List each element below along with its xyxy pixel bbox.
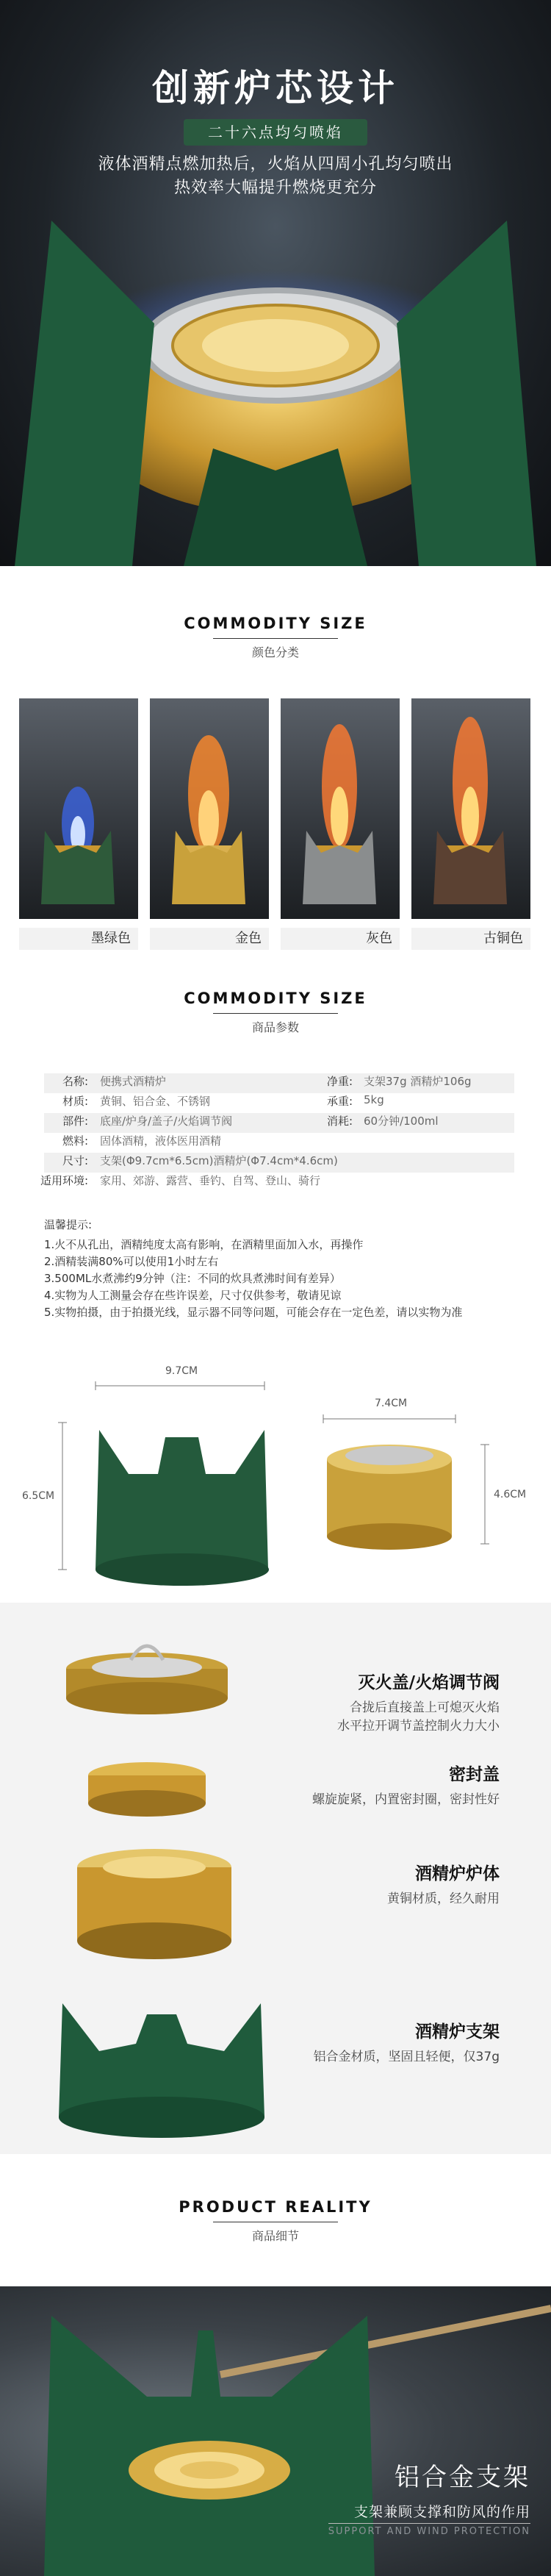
param-value: 支架(Φ9.7cm*6.5cm)酒精炉(Φ7.4cm*4.6cm) bbox=[100, 1154, 338, 1167]
param-label: 燃料: bbox=[62, 1134, 88, 1148]
param-label: 材质: bbox=[62, 1095, 88, 1108]
section-title-cn: 商品参数 bbox=[251, 1020, 299, 1034]
stove-image bbox=[281, 698, 400, 919]
tip-item: 5.实物拍摄，由于拍摄光线，显示器不同等问题，可能会存在一定色差，请以实物为准 bbox=[44, 1306, 463, 1319]
reality-title: 铝合金支架 bbox=[395, 2463, 530, 2492]
param-value: 5kg bbox=[364, 1093, 384, 1106]
color-label: 古铜色 bbox=[411, 928, 530, 950]
color-option-dark-green[interactable] bbox=[19, 698, 138, 950]
params-section-header bbox=[0, 990, 551, 1035]
part-stand bbox=[314, 2018, 500, 2067]
part-desc-line: 合拢后直接盖上可熄灭火焰 bbox=[350, 1700, 500, 1715]
section-title-en: COMMODITY SIZE bbox=[184, 615, 367, 632]
tip-item: 1.火不从孔出，酒精纯度太高有影响，在酒精里面加入水，再操作 bbox=[44, 1238, 364, 1251]
param-label: 适用环境: bbox=[40, 1174, 88, 1187]
hero-banner bbox=[0, 0, 551, 566]
section-title-cn: 颜色分类 bbox=[251, 645, 299, 659]
param-row bbox=[44, 1133, 514, 1153]
param-label: 消耗: bbox=[327, 1115, 353, 1128]
param-value: 固体酒精，液体医用酒精 bbox=[100, 1134, 222, 1148]
stove-image bbox=[150, 698, 269, 919]
part-title: 酒精炉炉体 bbox=[415, 1864, 500, 1883]
param-value: 便携式酒精炉 bbox=[100, 1075, 167, 1088]
param-value: 60分钟/100ml bbox=[364, 1115, 439, 1128]
color-option-bronze[interactable] bbox=[411, 698, 530, 950]
reality-photo bbox=[0, 2286, 551, 2576]
param-row bbox=[40, 1173, 514, 1192]
stand-width-label: 9.7CM bbox=[165, 1365, 198, 1377]
part-title: 灭火盖/火焰调节阀 bbox=[358, 1673, 500, 1692]
part-fire-lid bbox=[337, 1669, 500, 1736]
color-label: 灰色 bbox=[281, 928, 400, 950]
part-title: 酒精炉支架 bbox=[415, 2022, 500, 2042]
param-value: 黄铜、铝合金、不锈钢 bbox=[100, 1095, 211, 1108]
color-option-gold[interactable] bbox=[150, 698, 269, 950]
param-row bbox=[44, 1073, 514, 1093]
part-stove-body bbox=[387, 1860, 500, 1908]
param-row bbox=[44, 1153, 514, 1173]
tip-item: 2.酒精装满80%可以使用1小时左右 bbox=[44, 1255, 219, 1268]
stove-width-label: 7.4CM bbox=[375, 1398, 408, 1409]
param-label: 净重: bbox=[327, 1075, 353, 1088]
stove-image bbox=[411, 698, 530, 919]
color-option-gray[interactable] bbox=[281, 698, 400, 950]
color-label: 墨绿色 bbox=[19, 928, 138, 950]
part-desc: 黄铜材质，经久耐用 bbox=[387, 1892, 500, 1906]
color-photo bbox=[281, 698, 400, 919]
color-photo bbox=[19, 698, 138, 919]
param-label: 尺寸: bbox=[62, 1154, 88, 1167]
colors-section-header bbox=[0, 615, 551, 660]
stove-height-label: 4.6CM bbox=[494, 1489, 527, 1500]
part-desc: 螺旋旋紧，内置密封圈，密封性好 bbox=[312, 1792, 500, 1807]
hero-description bbox=[0, 153, 551, 200]
params-table bbox=[40, 1073, 514, 1192]
hero-subtitle-badge: 二十六点均匀喷焰 bbox=[184, 119, 367, 146]
section-divider bbox=[213, 638, 338, 639]
part-seal-cap bbox=[312, 1761, 500, 1809]
param-label: 部件: bbox=[62, 1115, 88, 1128]
parts-breakdown bbox=[0, 1603, 551, 2154]
reality-desc: 支架兼顾支撑和防风的作用 bbox=[353, 2504, 530, 2520]
part-desc-line: 水平拉开调节盖控制火力大小 bbox=[337, 1719, 500, 1734]
section-divider bbox=[213, 1013, 338, 1014]
hero-title: 创新炉芯设计 bbox=[152, 66, 399, 110]
reality-section-header bbox=[0, 2198, 551, 2244]
tips-box bbox=[44, 1217, 514, 1321]
section-title-en: COMMODITY SIZE bbox=[184, 990, 367, 1007]
stove-image bbox=[19, 698, 138, 919]
param-row bbox=[44, 1113, 514, 1133]
param-value: 支架37g 酒精炉106g bbox=[364, 1075, 472, 1088]
reality-caption-en: SUPPORT AND WIND PROTECTION bbox=[328, 2523, 530, 2537]
part-desc bbox=[337, 1699, 500, 1736]
color-photo bbox=[150, 698, 269, 919]
part-desc: 铝合金材质，坚固且轻便，仅37g bbox=[313, 2050, 500, 2064]
param-label: 名称: bbox=[62, 1075, 88, 1088]
param-label: 承重: bbox=[327, 1095, 353, 1108]
param-row bbox=[44, 1093, 514, 1113]
part-title: 密封盖 bbox=[449, 1765, 500, 1784]
color-label: 金色 bbox=[150, 928, 269, 950]
section-title-cn: 商品细节 bbox=[251, 2229, 299, 2243]
color-options bbox=[19, 698, 532, 956]
dimension-drawing bbox=[0, 1349, 551, 1592]
section-title-en: PRODUCT REALITY bbox=[179, 2198, 372, 2216]
tips-title: 温馨提示: bbox=[44, 1218, 93, 1231]
dimension-diagram bbox=[0, 1349, 551, 1592]
param-value: 底座/炉身/盖子/火焰调节阀 bbox=[100, 1115, 233, 1128]
stand-height-label: 6.5CM bbox=[22, 1490, 55, 1502]
hero-desc-line2: 热效率大幅提升燃烧更充分 bbox=[173, 179, 377, 197]
param-value: 家用、郊游、露营、垂钓、自驾、登山、骑行 bbox=[100, 1174, 321, 1187]
color-photo bbox=[411, 698, 530, 919]
hero-desc-line1: 液体酒精点燃加热后，火焰从四周小孔均匀喷出 bbox=[98, 155, 453, 173]
tip-item: 4.实物为人工测量会存在些许误差，尺寸仅供参考，敬请见谅 bbox=[44, 1289, 342, 1302]
tip-item: 3.500ML水煮沸约9分钟（注：不同的炊具煮沸时间有差异） bbox=[44, 1272, 341, 1285]
